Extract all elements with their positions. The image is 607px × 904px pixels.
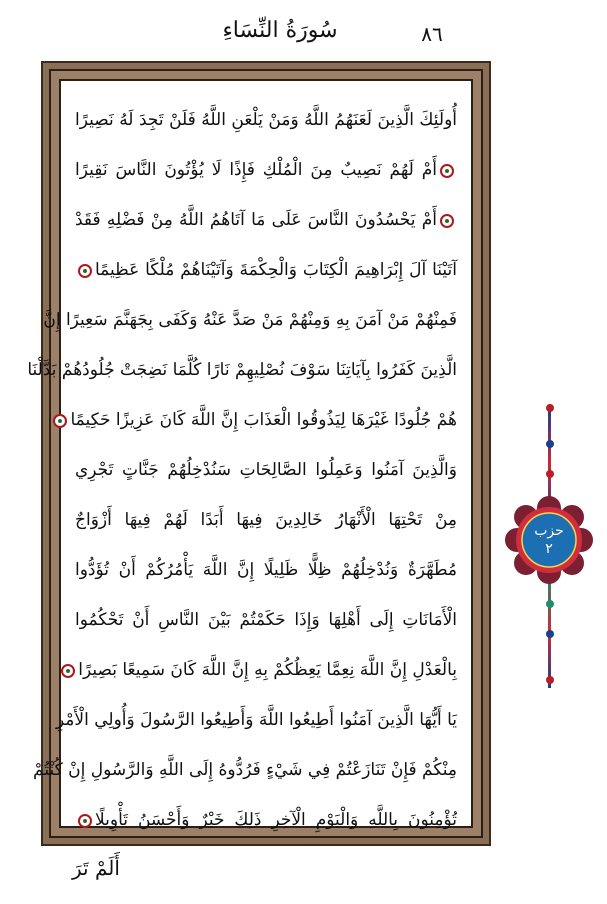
verse-end-marker bbox=[53, 414, 67, 428]
ayah-line: فَمِنْهُمْ مَنْ آمَنَ بِهِ وَمِنْهُمْ مَنْ صَدَّ عَنْهُ وَكَفَى بِجَهَنَّمَ سَعِيرًا إِنَّ bbox=[43, 310, 457, 330]
text-area bbox=[27, 79, 473, 830]
ayah-line: وَالَّذِينَ آمَنُوا وَعَمِلُوا الصَّالِحَاتِ سَنُدْخِلُهُمْ جَنَّاتٍ تَجْرِي bbox=[75, 460, 457, 480]
ayah-line: يَا أَيُّهَا الَّذِينَ آمَنُوا أَطِيعُوا اللَّهَ وَأَطِيعُوا الرَّسُولَ وَأُولِي الْأَمْرِ bbox=[55, 710, 457, 730]
ornament-bead-icon bbox=[546, 470, 554, 478]
ayah-line: أُولَئِكَ الَّذِينَ لَعَنَهُمُ اللَّهُ وَمَنْ يَلْعَنِ اللَّهُ فَلَنْ تَجِدَ لَهُ نَصِيرًا bbox=[75, 110, 457, 130]
ayah-line: الْأَمَانَاتِ إِلَى أَهْلِهَا وَإِذَا حَكَمْتُمْ بَيْنَ النَّاسِ أَنْ تَحْكُمُوا bbox=[75, 610, 457, 630]
ornament-bead-icon bbox=[546, 440, 554, 448]
frame-border bbox=[27, 69, 483, 838]
verse-lines bbox=[27, 95, 457, 830]
ayah-line: بِالْعَدْلِ إِنَّ اللَّهَ نِعِمَّا يَعِظُكُمْ بِهِ إِنَّ اللَّهَ كَانَ سَمِيعًا بَصِيرًا bbox=[75, 645, 457, 695]
ayah-line: مُطَهَّرَةٌ وَنُدْخِلُهُمْ ظِلًّا ظَلِيلًا إِنَّ اللَّهَ يَأْمُرُكُمْ أَنْ تُؤَدُّوا bbox=[75, 560, 457, 580]
hizb-label bbox=[507, 498, 591, 582]
ayah-line: مِنْكُمْ فَإِنْ تَنَازَعْتُمْ فِي شَيْءٍ فَرُدُّوهُ إِلَى اللَّهِ وَالرَّسُولِ إِنْ كُنْتُمْ bbox=[33, 760, 457, 780]
ornament-bead-icon bbox=[546, 600, 554, 608]
ayah-line: الَّذِينَ كَفَرُوا بِآيَاتِنَا سَوْفَ نُصْلِيهِمْ نَارًا كُلَّمَا نَضِجَتْ جُلُودُهُمْ بَدَّلْنَا bbox=[27, 360, 457, 380]
surah-title: سُورَةُ النِّسَاءِ bbox=[222, 18, 338, 43]
page-number: ٨٦ bbox=[421, 22, 443, 46]
hizb-word: حزب bbox=[534, 523, 564, 539]
hizb-medallion bbox=[507, 498, 591, 582]
verse-end-marker bbox=[440, 214, 454, 228]
ayah-line: تُؤْمِنُونَ بِاللَّهِ وَالْيَوْمِ الْآخِرِ ذَلِكَ خَيْرٌ وَأَحْسَنُ تَأْوِيلًا bbox=[75, 795, 457, 845]
ayah-line: أَمْ يَحْسُدُونَ النَّاسَ عَلَى مَا آتَاهُمُ اللَّهُ مِنْ فَضْلِهِ فَقَدْ bbox=[75, 195, 457, 245]
ayah-line: مِنْ تَحْتِهَا الْأَنْهَارُ خَالِدِينَ فِيهَا أَبَدًا لَهُمْ فِيهَا أَزْوَاجٌ bbox=[75, 510, 457, 530]
catchword: أَلَمْ تَرَ bbox=[72, 856, 120, 880]
ayah-line: أَمْ لَهُمْ نَصِيبٌ مِنَ الْمُلْكِ فَإِذًا لَا يُؤْتُونَ النَّاسَ نَقِيرًا bbox=[75, 145, 457, 195]
hizb-number: ٢ bbox=[545, 541, 553, 557]
ornament-bead-icon bbox=[546, 676, 554, 684]
verse-end-marker bbox=[440, 164, 454, 178]
verse-end-marker bbox=[61, 664, 75, 678]
ayah-line: هُمْ جُلُودًا غَيْرَهَا لِيَذُوقُوا الْعَذَابَ إِنَّ اللَّهَ كَانَ عَزِيزًا حَكِيمًا bbox=[75, 395, 457, 445]
ornament-bead-icon bbox=[546, 404, 554, 412]
ornament-bead-icon bbox=[546, 630, 554, 638]
page-frame bbox=[27, 61, 491, 846]
verse-end-marker bbox=[78, 264, 92, 278]
ayah-line: آتَيْنَا آلَ إِبْرَاهِيمَ الْكِتَابَ وَالْحِكْمَةَ وَآتَيْنَاهُمْ مُلْكًا عَظِيمًا bbox=[75, 245, 457, 295]
verse-end-marker bbox=[78, 814, 92, 828]
